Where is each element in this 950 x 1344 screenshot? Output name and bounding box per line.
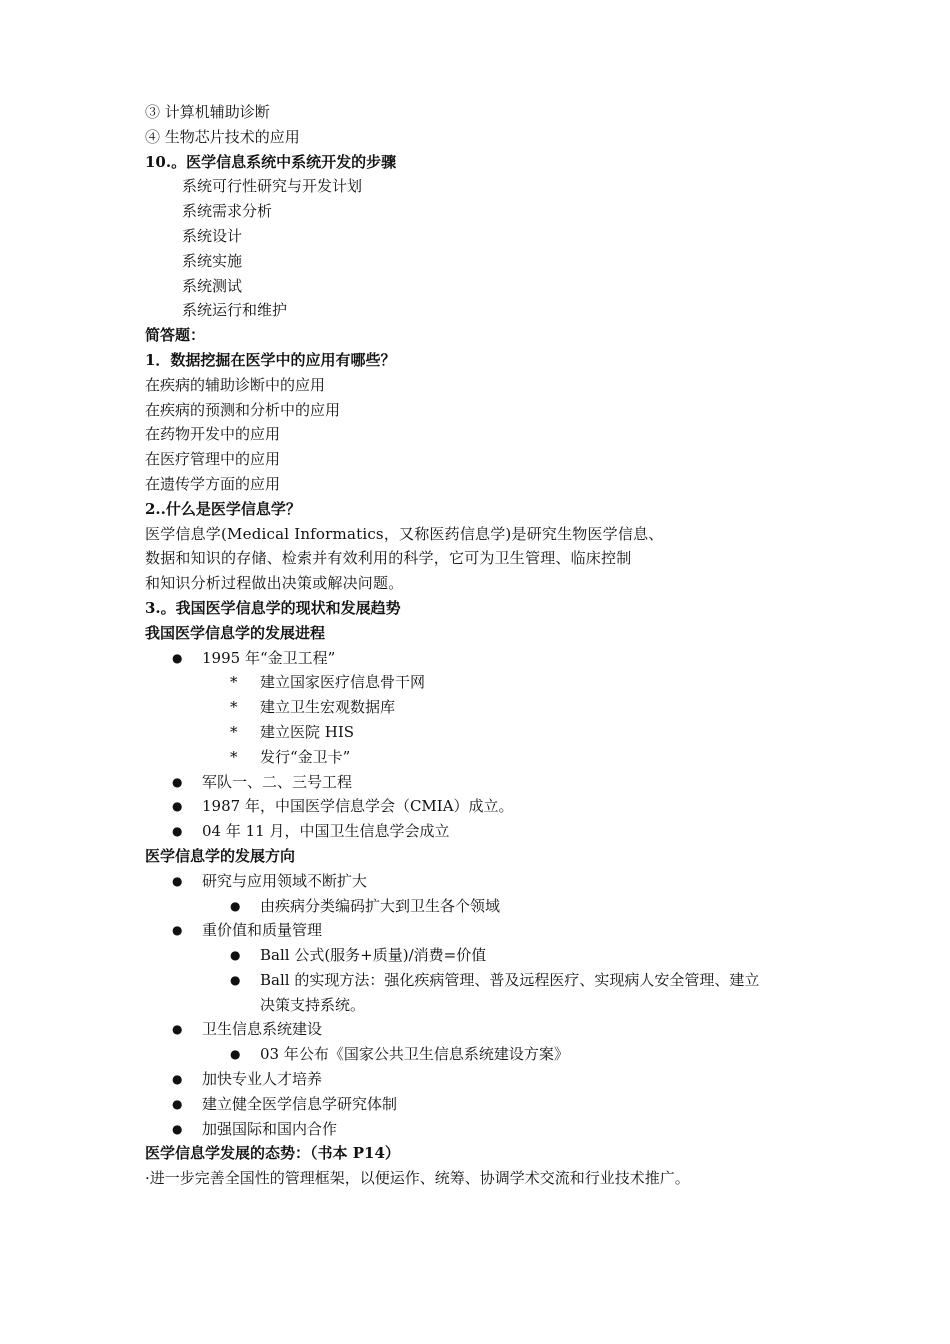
star-icon: * [230,673,238,692]
sub-bullet-continuation: 决策支持系统。 [260,995,366,1014]
sub-bullet-text: 03 年公布《国家公共卫生信息系统建设方案》 [260,1045,569,1064]
bullet-item [145,1067,825,1092]
bullet-item [145,770,825,795]
step-item: 系统需求分析 [182,202,273,221]
sub-bullet-text: 建立医院 HIS [260,722,355,741]
bullet-icon: ● [172,824,183,839]
definition-line: 和知识分析过程做出决策或解决问题。 [145,574,404,593]
section-heading-short-answer: 简答题： [145,326,206,345]
bullet-item [145,646,825,671]
bullet-text: 建立健全医学信息学研究体制 [202,1094,398,1113]
bullet-text: 军队一、二、三号工程 [202,772,353,791]
list-item-computer-aided-diagnosis: ③ 计算机辅助诊断 [145,103,270,121]
bullet-item [145,869,825,894]
definition-line: 数据和知识的存储、检索并有效利用的科学，它可为卫生管理、临床控制 [145,549,632,568]
answer-line: 在遗传学方面的应用 [145,474,281,493]
sub-bullet-item [145,968,825,993]
step-item: 系统实施 [182,251,243,270]
bullet-icon: ● [230,1047,241,1062]
bullet-icon: ● [172,1072,183,1087]
bullet-text: 重价值和质量管理 [202,921,323,940]
sub-bullet-text: Ball 公式(服务+质量)/消费=价值 [260,946,487,965]
step-item: 系统运行和维护 [182,301,288,320]
bullet-text: 研究与应用领域不断扩大 [202,871,368,890]
bullet-icon: ● [172,923,183,938]
answer-line: 在医疗管理中的应用 [145,450,281,469]
star-icon: * [230,698,238,717]
document-body [145,100,825,1191]
bullet-text: 加快专业人才培养 [202,1070,323,1089]
bullet-icon: ● [172,1121,183,1136]
sub-bullet-text: 发行“金卫卡” [260,747,351,766]
bullet-icon: ● [230,972,241,987]
bullet-text: 1987 年，中国医学信息学会（CMIA）成立。 [202,797,514,816]
bullet-icon: ● [172,873,183,888]
sub-bullet-item [145,943,825,968]
question-heading-2: 2..什么是医学信息学？ [145,499,301,518]
step-item: 系统可行性研究与开发计划 [182,177,363,196]
bullet-item [145,1092,825,1117]
question-heading-3: 3.。我国医学信息学的现状和发展趋势 [145,598,401,617]
sub-bullet-item [145,894,825,919]
sub-bullet-item [145,670,825,695]
question-heading-1: 1．数据挖掘在医学中的应用有哪些？ [145,350,396,369]
bullet-icon: ● [172,650,183,665]
bullet-item [145,1017,825,1042]
bullet-text: 04 年 11 月，中国卫生信息学会成立 [202,822,450,841]
answer-line: 在药物开发中的应用 [145,425,281,444]
subheading-progress: 我国医学信息学的发展进程 [145,623,326,642]
question-heading-10: 10.。医学信息系统中系统开发的步骤 [145,152,397,171]
bullet-text: 卫生信息系统建设 [202,1020,323,1039]
bullet-item [145,918,825,943]
bullet-icon: ● [172,1022,183,1037]
sub-bullet-item [145,695,825,720]
subheading-direction: 医学信息学的发展方向 [145,846,296,865]
sub-bullet-item [145,745,825,770]
list-item-biochip: ④ 生物芯片技术的应用 [145,127,300,146]
answer-line: 在疾病的预测和分析中的应用 [145,400,341,419]
star-icon: * [230,722,238,741]
bullet-item [145,794,825,819]
bullet-icon: ● [230,948,241,963]
bullet-icon: ● [172,774,183,789]
bullet-item [145,819,825,844]
bullet-item [145,1117,825,1142]
bullet-icon: ● [172,1096,183,1111]
sub-bullet-item [145,1042,825,1067]
definition-line: 医学信息学(Medical Informatics，又称医药信息学)是研究生物医学信息、 [145,524,664,543]
bullet-icon: ● [172,799,183,814]
sub-bullet-text: 建立国家医疗信息骨干网 [260,673,426,692]
sub-bullet-text: 建立卫生宏观数据库 [260,698,396,717]
sub-bullet-text: Ball 的实现方法：强化疾病管理、普及远程医疗、实现病人安全管理、建立 [260,970,760,989]
trend-item: ·进一步完善全国性的管理框架，以便运作、统筹、协调学术交流和行业技术推广。 [145,1169,690,1188]
star-icon: * [230,747,238,766]
bullet-text: 1995 年“金卫工程” [202,648,336,667]
step-item: 系统设计 [182,226,243,245]
answer-line: 在疾病的辅助诊断中的应用 [145,375,326,394]
bullet-icon: ● [230,898,241,913]
sub-bullet-item [145,720,825,745]
sub-bullet-text: 由疾病分类编码扩大到卫生各个领域 [260,896,501,915]
step-item: 系统测试 [182,276,243,295]
bullet-text: 加强国际和国内合作 [202,1119,338,1138]
subheading-trend: 医学信息学发展的态势：（书本 P14） [145,1144,400,1163]
